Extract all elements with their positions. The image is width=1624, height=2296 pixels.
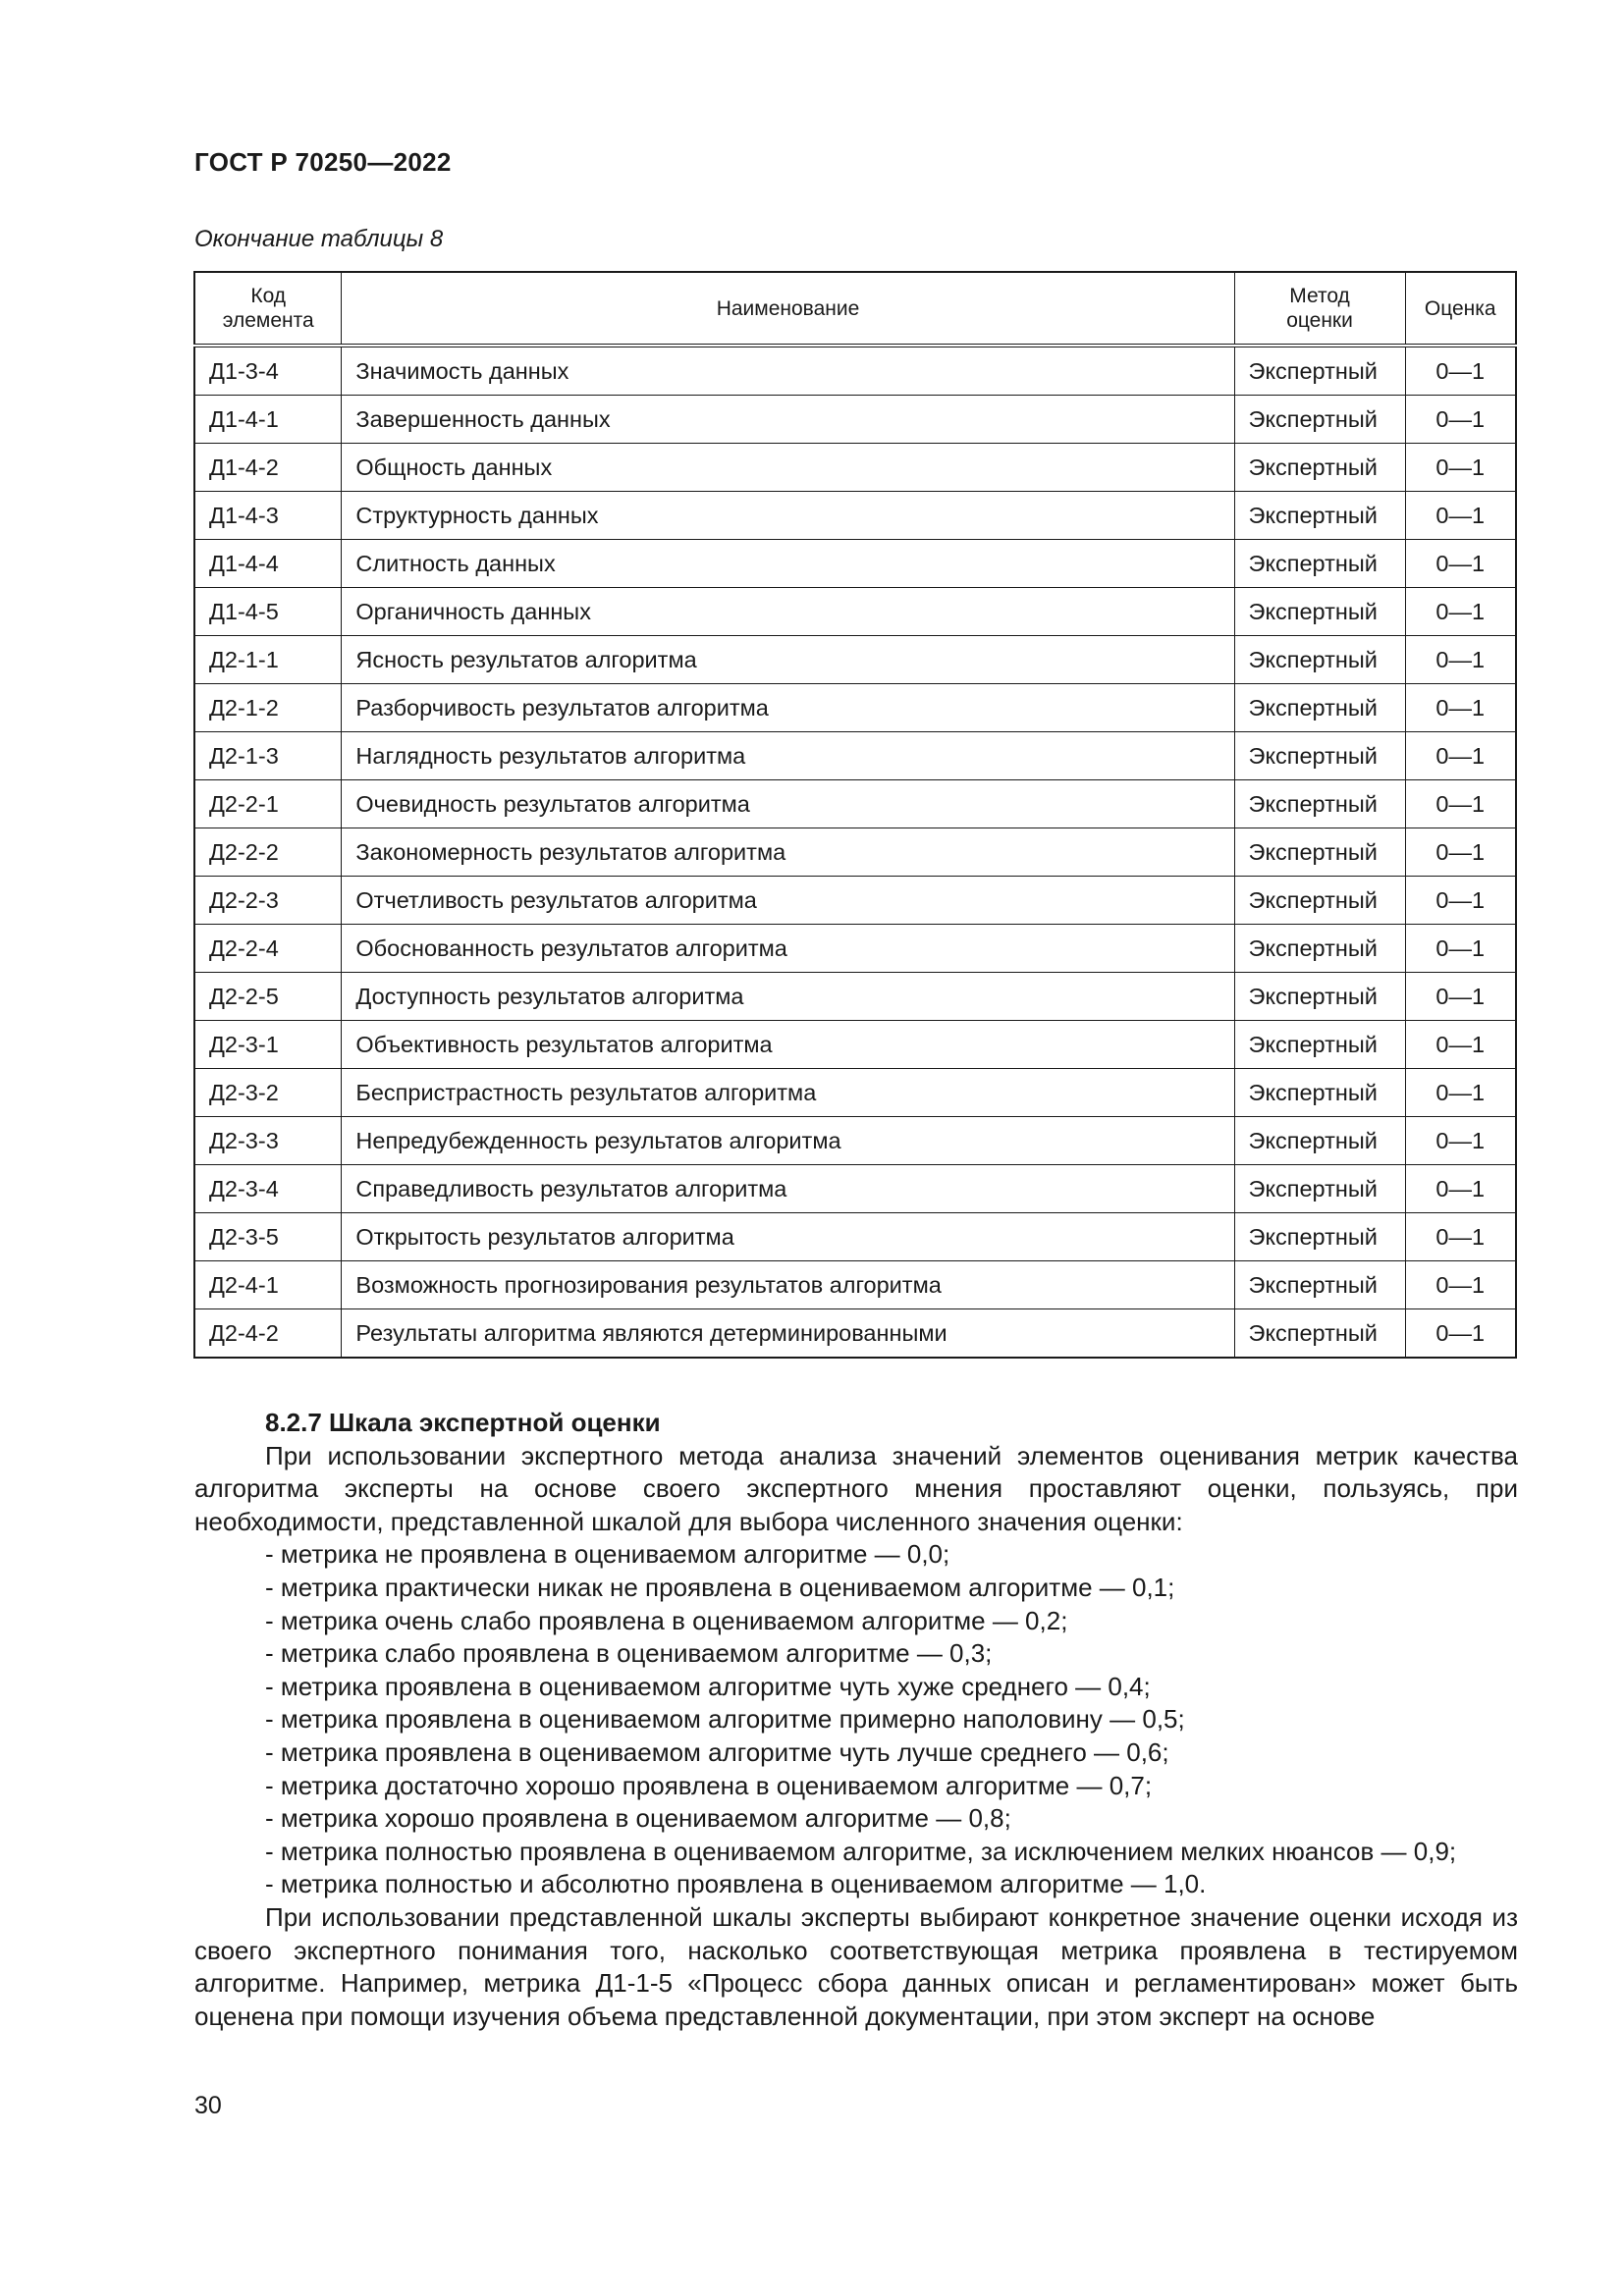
cell-code: Д1-3-4: [194, 346, 342, 396]
cell-code: Д2-4-1: [194, 1261, 342, 1309]
table-row: [194, 1069, 1516, 1117]
cell-method: Экспертный: [1234, 636, 1405, 684]
table-row: [194, 396, 1516, 444]
cell-method: Экспертный: [1234, 1165, 1405, 1213]
cell-name: Завершенность данных: [342, 396, 1234, 444]
cell-name: Результаты алгоритма являются детерминированными: [342, 1309, 1234, 1359]
table-row: [194, 1117, 1516, 1165]
cell-method: Экспертный: [1234, 492, 1405, 540]
cell-code: Д2-1-3: [194, 732, 342, 780]
cell-code: Д2-2-2: [194, 828, 342, 877]
cell-code: Д2-3-3: [194, 1117, 342, 1165]
cell-name: Наглядность результатов алгоритма: [342, 732, 1234, 780]
table-row: [194, 346, 1516, 396]
scale-list-item: - метрика слабо проявлена в оцениваемом алгоритме — 0,3;: [265, 1638, 993, 1669]
cell-name: Справедливость результатов алгоритма: [342, 1165, 1234, 1213]
cell-method: Экспертный: [1234, 925, 1405, 973]
cell-name: Доступность результатов алгоритма: [342, 973, 1234, 1021]
cell-code: Д2-2-1: [194, 780, 342, 828]
table-row: [194, 492, 1516, 540]
cell-name: Открытость результатов алгоритма: [342, 1213, 1234, 1261]
section-closing: При использовании представленной шкалы эксперты выбирают конкретное значение оценки исходя из своего экспертного понимания того, насколько соответствующая метрика проявлена в тестируемом алгоритме. Например, метрика Д1-1-5 «Процесс сбора данных описан и регламентирован» может быть оценена при помощи изучения объема представленной документации, при этом эксперт на основе: [194, 1901, 1518, 2031]
header-score: Оценка: [1405, 272, 1516, 346]
cell-score: 0—1: [1405, 1117, 1516, 1165]
table-row: [194, 1309, 1516, 1359]
header-method-line1: Метод: [1289, 285, 1350, 307]
scale-list-item: - метрика практически никак не проявлена в оцениваемом алгоритме — 0,1;: [265, 1572, 1175, 1602]
table-row: [194, 684, 1516, 732]
cell-score: 0—1: [1405, 877, 1516, 925]
cell-score: 0—1: [1405, 636, 1516, 684]
cell-name: Отчетливость результатов алгоритма: [342, 877, 1234, 925]
cell-code: Д1-4-3: [194, 492, 342, 540]
cell-method: Экспертный: [1234, 588, 1405, 636]
cell-name: Органичность данных: [342, 588, 1234, 636]
scale-list-item: - метрика проявлена в оцениваемом алгоритме чуть лучше среднего — 0,6;: [265, 1736, 1169, 1767]
cell-name: Разборчивость результатов алгоритма: [342, 684, 1234, 732]
table-row: [194, 1165, 1516, 1213]
cell-name: Объективность результатов алгоритма: [342, 1021, 1234, 1069]
cell-method: Экспертный: [1234, 684, 1405, 732]
cell-method: Экспертный: [1234, 1117, 1405, 1165]
cell-name: Структурность данных: [342, 492, 1234, 540]
cell-code: Д2-1-2: [194, 684, 342, 732]
table-row: [194, 877, 1516, 925]
table-caption: Окончание таблицы 8: [194, 226, 444, 252]
cell-code: Д1-4-4: [194, 540, 342, 588]
cell-score: 0—1: [1405, 346, 1516, 396]
cell-method: Экспертный: [1234, 1021, 1405, 1069]
cell-score: 0—1: [1405, 780, 1516, 828]
cell-code: Д2-3-2: [194, 1069, 342, 1117]
cell-name: Значимость данных: [342, 346, 1234, 396]
table-row: [194, 540, 1516, 588]
scale-list-item: - метрика проявлена в оцениваемом алгоритме чуть хуже среднего — 0,4;: [265, 1671, 1151, 1701]
cell-method: Экспертный: [1234, 1213, 1405, 1261]
cell-code: Д2-1-1: [194, 636, 342, 684]
cell-score: 0—1: [1405, 925, 1516, 973]
scale-list-item: - метрика полностью проявлена в оцениваемом алгоритме, за исключением мелких нюансов — 0,9;: [265, 1836, 1457, 1866]
cell-method: Экспертный: [1234, 780, 1405, 828]
section-intro: При использовании экспертного метода анализа значений элементов оценивания метрик качества алгоритма эксперты на основе своего экспертного мнения проставляют оценки, пользуясь, при необходимости, представленной шкалой для выбора численного значения оценки:: [194, 1440, 1518, 1536]
table-row: [194, 444, 1516, 492]
cell-score: 0—1: [1405, 396, 1516, 444]
scale-list-item: - метрика проявлена в оцениваемом алгоритме примерно наполовину — 0,5;: [265, 1704, 1185, 1735]
cell-score: 0—1: [1405, 444, 1516, 492]
table-row: [194, 925, 1516, 973]
cell-method: Экспертный: [1234, 1069, 1405, 1117]
cell-code: Д2-2-3: [194, 877, 342, 925]
cell-code: Д2-4-2: [194, 1309, 342, 1359]
scale-list-item: - метрика полностью и абсолютно проявлена в оцениваемом алгоритме — 1,0.: [265, 1869, 1207, 1899]
cell-name: Очевидность результатов алгоритма: [342, 780, 1234, 828]
header-code-line2: элемента: [222, 309, 314, 332]
cell-code: Д1-4-2: [194, 444, 342, 492]
cell-code: Д2-3-4: [194, 1165, 342, 1213]
scale-list-item: - метрика очень слабо проявлена в оцениваемом алгоритме — 0,2;: [265, 1605, 1068, 1635]
cell-method: Экспертный: [1234, 444, 1405, 492]
cell-code: Д2-2-4: [194, 925, 342, 973]
table-row: [194, 588, 1516, 636]
section-title: 8.2.7 Шкала экспертной оценки: [265, 1408, 661, 1437]
table-row: [194, 1021, 1516, 1069]
cell-method: Экспертный: [1234, 396, 1405, 444]
table-header-row: [194, 272, 1516, 346]
cell-score: 0—1: [1405, 828, 1516, 877]
table-row: [194, 1261, 1516, 1309]
cell-method: Экспертный: [1234, 540, 1405, 588]
table-row: [194, 780, 1516, 828]
cell-method: Экспертный: [1234, 877, 1405, 925]
criteria-table: [193, 271, 1517, 1359]
page-number: 30: [194, 2092, 222, 2119]
header-code-line1: Код: [250, 285, 287, 307]
scale-list-item: - метрика хорошо проявлена в оцениваемом алгоритме — 0,8;: [265, 1803, 1011, 1834]
cell-score: 0—1: [1405, 1021, 1516, 1069]
cell-method: Экспертный: [1234, 973, 1405, 1021]
header-name: Наименование: [342, 272, 1234, 346]
cell-code: Д2-3-1: [194, 1021, 342, 1069]
scale-list: [194, 1538, 1518, 1901]
document-header: ГОСТ Р 70250—2022: [194, 147, 452, 177]
cell-score: 0—1: [1405, 684, 1516, 732]
cell-code: Д1-4-5: [194, 588, 342, 636]
section-body: [194, 1407, 1518, 2033]
cell-name: Ясность результатов алгоритма: [342, 636, 1234, 684]
cell-score: 0—1: [1405, 540, 1516, 588]
cell-method: Экспертный: [1234, 346, 1405, 396]
cell-method: Экспертный: [1234, 732, 1405, 780]
cell-score: 0—1: [1405, 1309, 1516, 1359]
cell-score: 0—1: [1405, 1165, 1516, 1213]
cell-score: 0—1: [1405, 732, 1516, 780]
table-row: [194, 828, 1516, 877]
cell-score: 0—1: [1405, 1213, 1516, 1261]
table-row: [194, 973, 1516, 1021]
cell-method: Экспертный: [1234, 828, 1405, 877]
cell-name: Беспристрастность результатов алгоритма: [342, 1069, 1234, 1117]
cell-score: 0—1: [1405, 492, 1516, 540]
scale-list-item: - метрика не проявлена в оцениваемом алгоритме — 0,0;: [265, 1539, 950, 1570]
cell-name: Непредубежденность результатов алгоритма: [342, 1117, 1234, 1165]
table-row: [194, 636, 1516, 684]
cell-name: Возможность прогнозирования результатов алгоритма: [342, 1261, 1234, 1309]
cell-name: Обоснованность результатов алгоритма: [342, 925, 1234, 973]
cell-method: Экспертный: [1234, 1309, 1405, 1359]
header-method-line2: оценки: [1286, 309, 1353, 332]
table-body: [194, 346, 1516, 1358]
cell-code: Д2-3-5: [194, 1213, 342, 1261]
cell-code: Д1-4-1: [194, 396, 342, 444]
cell-method: Экспертный: [1234, 1261, 1405, 1309]
cell-score: 0—1: [1405, 973, 1516, 1021]
cell-name: Общность данных: [342, 444, 1234, 492]
header-method: [1234, 272, 1405, 346]
cell-code: Д2-2-5: [194, 973, 342, 1021]
cell-score: 0—1: [1405, 1069, 1516, 1117]
scale-list-item: - метрика достаточно хорошо проявлена в оцениваемом алгоритме — 0,7;: [265, 1770, 1153, 1800]
header-code: [194, 272, 342, 346]
cell-name: Слитность данных: [342, 540, 1234, 588]
cell-score: 0—1: [1405, 588, 1516, 636]
table-row: [194, 1213, 1516, 1261]
cell-name: Закономерность результатов алгоритма: [342, 828, 1234, 877]
cell-score: 0—1: [1405, 1261, 1516, 1309]
table-row: [194, 732, 1516, 780]
